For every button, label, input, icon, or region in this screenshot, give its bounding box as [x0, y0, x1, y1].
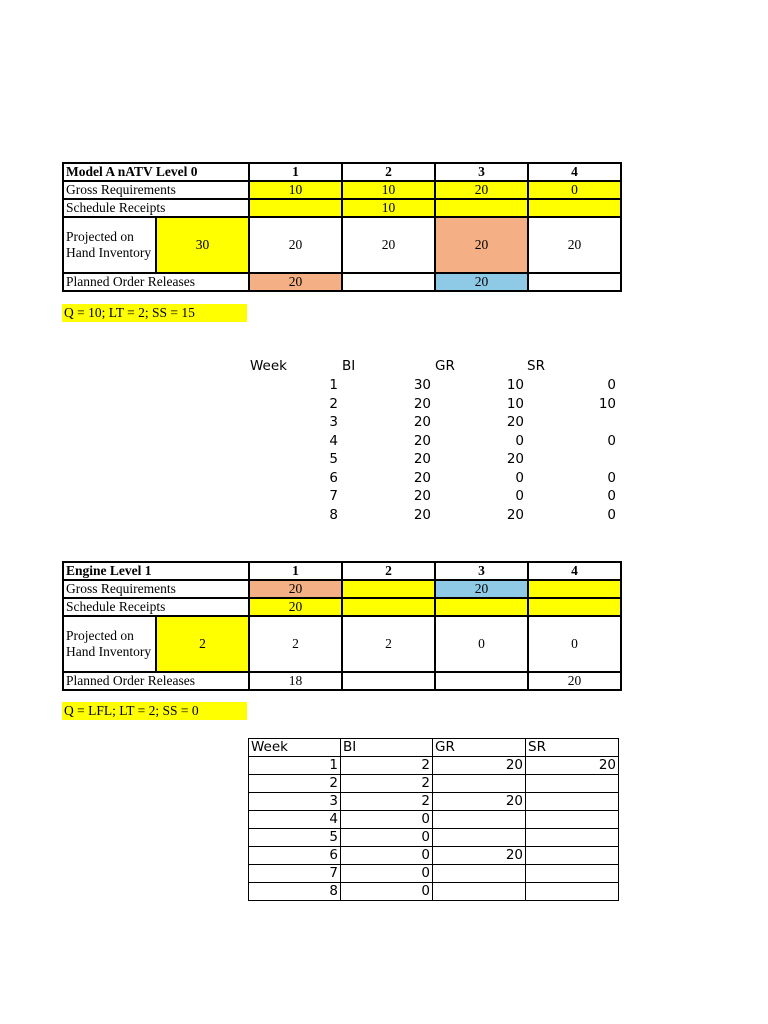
week-header: 3 [435, 562, 528, 580]
table-row [249, 847, 619, 865]
gross-requirements-cell: 20 [435, 181, 528, 199]
table-row [249, 829, 619, 847]
calc-header-week: Week [249, 739, 341, 757]
planned-order-releases-label: Planned Order Releases [63, 672, 249, 690]
calc-bi-cell: 20 [413, 469, 431, 486]
table-row [249, 775, 619, 793]
calc-gr-cell: 10 [506, 395, 524, 412]
calc-week-cell: 5 [329, 451, 338, 467]
projected-on-hand-label: Projected on Hand Inventory [63, 616, 156, 672]
calc-gr-cell [433, 829, 526, 847]
table-row [249, 793, 619, 811]
gross-requirements-cell: 20 [249, 580, 342, 598]
planned-order-release-cell: 20 [435, 273, 528, 291]
week-header: 2 [342, 562, 435, 580]
week-header: 1 [249, 562, 342, 580]
calc-bi-cell: 20 [413, 414, 431, 430]
calc-gr-cell: 20 [433, 847, 526, 865]
table-row [249, 811, 619, 829]
projected-on-hand-cell: 2 [342, 616, 435, 672]
schedule-receipts-label: Schedule Receipts [63, 199, 249, 217]
planned-order-release-cell [435, 672, 528, 690]
calc-week-cell: 1 [329, 377, 338, 393]
calc-sr-cell: 0 [607, 469, 616, 486]
calc-gr-cell: 20 [433, 757, 526, 775]
calc-gr-cell: 0 [515, 432, 524, 449]
gross-requirements-label: Gross Requirements [63, 181, 249, 199]
calc-sr-cell [536, 413, 616, 431]
calc-week-cell: 4 [249, 811, 341, 829]
table-row [249, 865, 619, 883]
calc-header-sr: SR [526, 739, 619, 757]
calc-week-cell: 8 [329, 506, 338, 523]
gross-requirements-label: Gross Requirements [63, 580, 249, 598]
calc-table-b [248, 738, 619, 901]
calc-bi-cell: 2 [341, 793, 433, 811]
calc-gr-cell: 0 [515, 469, 524, 486]
calc-sr-cell [526, 793, 619, 811]
calc-gr-cell: 20 [506, 414, 524, 430]
calc-week-cell: 2 [329, 395, 338, 412]
table-title: Engine Level 1 [63, 562, 249, 580]
week-header: 3 [435, 163, 528, 181]
calc-bi-cell: 2 [341, 775, 433, 793]
schedule-receipts-cell [435, 199, 528, 217]
gross-requirements-cell: 0 [528, 181, 621, 199]
calc-gr-cell [433, 811, 526, 829]
calc-week-cell: 6 [249, 847, 341, 865]
gross-requirements-cell: 10 [249, 181, 342, 199]
calc-header-sr: SR [527, 358, 545, 374]
calc-sr-cell: 0 [607, 506, 616, 523]
calc-week-cell: 3 [329, 414, 338, 430]
gross-requirements-cell [528, 580, 621, 598]
calc-gr-cell [433, 775, 526, 793]
calc-bi-cell: 0 [341, 865, 433, 883]
calc-week-cell: 4 [329, 432, 338, 449]
week-header: 2 [342, 163, 435, 181]
calc-bi-cell: 0 [341, 883, 433, 901]
calc-week-cell: 1 [249, 757, 341, 775]
calc-gr-cell: 20 [506, 451, 524, 467]
on-hand-start-cell: 2 [156, 616, 249, 672]
projected-on-hand-cell: 0 [435, 616, 528, 672]
schedule-receipts-cell [528, 598, 621, 616]
calc-gr-cell: 20 [433, 793, 526, 811]
calc-bi-cell: 20 [413, 432, 431, 449]
schedule-receipts-cell: 10 [342, 199, 435, 217]
calc-week-cell: 3 [249, 793, 341, 811]
calc-bi-cell: 2 [341, 757, 433, 775]
planned-order-release-cell [528, 273, 621, 291]
calc-sr-cell: 0 [607, 432, 616, 449]
schedule-receipts-cell: 20 [249, 598, 342, 616]
planned-order-releases-label: Planned Order Releases [63, 273, 249, 291]
calc-week-cell: 6 [329, 469, 338, 486]
calc-gr-cell [433, 865, 526, 883]
schedule-receipts-cell [528, 199, 621, 217]
projected-on-hand-cell: 20 [528, 217, 621, 273]
calc-header-bi: BI [341, 739, 433, 757]
calc-gr-cell [433, 883, 526, 901]
calc-week-cell: 7 [249, 865, 341, 883]
schedule-receipts-cell [435, 598, 528, 616]
calc-sr-cell [526, 811, 619, 829]
projected-on-hand-cell: 20 [435, 217, 528, 273]
calc-header-gr: GR [433, 739, 526, 757]
calc-bi-cell: 0 [341, 847, 433, 865]
calc-gr-cell: 0 [515, 488, 524, 504]
planned-order-release-cell [342, 273, 435, 291]
gross-requirements-cell: 20 [435, 580, 528, 598]
calc-sr-cell [526, 865, 619, 883]
schedule-receipts-label: Schedule Receipts [63, 598, 249, 616]
schedule-receipts-cell [249, 199, 342, 217]
calc-week-cell: 2 [249, 775, 341, 793]
calc-gr-cell: 10 [506, 377, 524, 393]
calc-bi-cell: 30 [413, 377, 431, 393]
projected-on-hand-cell: 2 [249, 616, 342, 672]
calc-header-week: Week [250, 358, 287, 374]
week-header: 4 [528, 562, 621, 580]
calc-bi-cell: 20 [413, 451, 431, 467]
calc-sr-cell: 0 [607, 488, 616, 504]
mrp-table-engine [62, 561, 622, 691]
planned-order-release-cell: 20 [249, 273, 342, 291]
projected-on-hand-cell: 20 [342, 217, 435, 273]
planned-order-release-cell [342, 672, 435, 690]
parameters-note: Q = LFL; LT = 2; SS = 0 [62, 702, 247, 720]
week-header: 1 [249, 163, 342, 181]
mrp-table-model-a [62, 162, 622, 292]
calc-sr-cell: 20 [526, 757, 619, 775]
planned-order-release-cell: 18 [249, 672, 342, 690]
calc-sr-cell [526, 775, 619, 793]
projected-on-hand-label: Projected on Hand Inventory [63, 217, 156, 273]
on-hand-start-cell: 30 [156, 217, 249, 273]
parameters-note: Q = 10; LT = 2; SS = 15 [62, 304, 247, 322]
table-row [249, 883, 619, 901]
projected-on-hand-cell: 20 [249, 217, 342, 273]
calc-header-gr: GR [435, 358, 455, 374]
calc-week-cell: 8 [249, 883, 341, 901]
calc-sr-cell [526, 829, 619, 847]
gross-requirements-cell: 10 [342, 181, 435, 199]
calc-bi-cell: 20 [413, 506, 431, 523]
calc-sr-cell [526, 847, 619, 865]
planned-order-release-cell: 20 [528, 672, 621, 690]
gross-requirements-cell [342, 580, 435, 598]
calc-sr-cell [536, 450, 616, 468]
calc-bi-cell: 0 [341, 811, 433, 829]
calc-bi-cell: 20 [413, 488, 431, 504]
calc-header-bi: BI [342, 358, 356, 374]
week-header: 4 [528, 163, 621, 181]
calc-sr-cell: 10 [598, 395, 616, 412]
table-title: Model A nATV Level 0 [63, 163, 249, 181]
calc-sr-cell: 0 [607, 377, 616, 393]
calc-week-cell: 5 [249, 829, 341, 847]
calc-bi-cell: 0 [341, 829, 433, 847]
calc-sr-cell [526, 883, 619, 901]
table-row [249, 757, 619, 775]
calc-week-cell: 7 [329, 488, 338, 504]
calc-gr-cell: 20 [506, 506, 524, 523]
schedule-receipts-cell [342, 598, 435, 616]
projected-on-hand-cell: 0 [528, 616, 621, 672]
calc-bi-cell: 20 [413, 395, 431, 412]
